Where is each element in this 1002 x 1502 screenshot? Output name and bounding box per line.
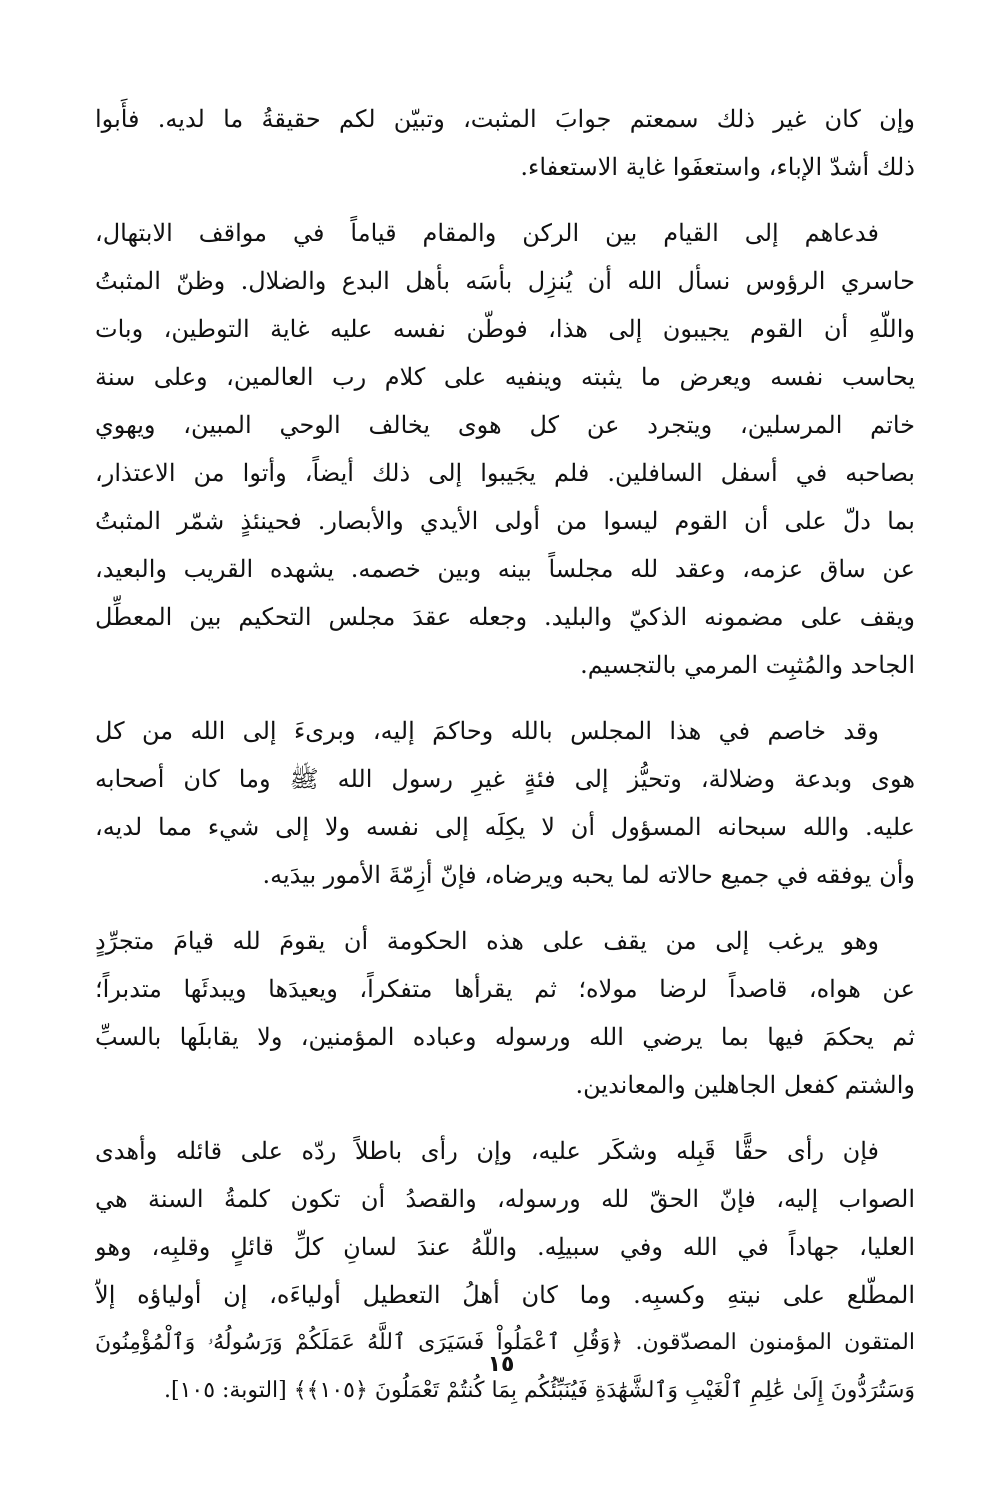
text-line: فدعاهم إلى القيام بين الركن والمقام قياماً في مواقف الابتهال،	[95, 219, 880, 247]
text-line: ويقف على مضمونه الذكيّ والبليد. وجعله عقدَ مجلس التحكيم بين المعطِّل	[95, 603, 915, 631]
text-line: وأن يوفقه في جميع حالاته لما يحبه ويرضاه، فإنّ أزِمّةَ الأمور بيدَيه.	[262, 861, 915, 889]
text-line: فإن رأى حقًّا قَبِله وشكَر عليه، وإن رأى باطلاً ردّه على قائله وأهدى	[95, 1137, 879, 1165]
text-line: عن هواه، قاصداً لرضا مولاه؛ ثم يقرأها متفكراً، ويعيدَها ويبدئَها متدبراً؛	[95, 975, 915, 1003]
text-line: وإن كان غير ذلك سمعتم جوابَ المثبت، وتبيّن لكم حقيقةُ ما لديه. فأَبوا	[95, 105, 915, 133]
text-line: هوى وبدعة وضلالة، وتحيُّز إلى فئةٍ غيرِ رسول الله ﷺ وما كان أصحابه	[95, 765, 915, 793]
quran-verse-line: المتقون المؤمنون المصدّقون. ﴿وَقُلِ ٱعْمَلُواْ فَسَيَرَى ٱللَّهُ عَمَلَكُمْ وَرَسُولُهُۥ وَٱلْمُؤْمِنُونَ	[95, 1330, 915, 1355]
page-number: ١٥	[487, 1352, 515, 1377]
paragraph-1	[95, 95, 915, 191]
text-line: وقد خاصم في هذا المجلس بالله وحاكمَ إليه، وبرىءَ إلى الله من كل	[95, 717, 879, 745]
text-line: الجاحد والمُثبِت المرمي بالتجسيم.	[580, 651, 915, 679]
text-line: خاتم المرسلين، ويتجرد عن كل هوى يخالف الوحي المبين، ويهوي	[95, 411, 915, 439]
paragraph-4	[95, 917, 915, 1109]
text-line: الصواب إليه، فإنّ الحقّ لله ورسوله، والقصدُ أن تكون كلمةُ السنة هي	[95, 1185, 915, 1213]
paragraph-3	[95, 707, 915, 899]
page-body	[95, 95, 915, 1433]
text-line: ذلك أشدّ الإباء، واستعفَوا غاية الاستعفاء.	[520, 153, 915, 181]
text-line: عن ساق عزمه، وعقد لله مجلساً بينه وبين خصمه. يشهده القريب والبعيد،	[95, 555, 915, 583]
text-line: والشتم كفعل الجاهلين والمعاندين.	[575, 1071, 915, 1099]
text-line: العليا، جهاداً في الله وفي سبيلِه. واللّهُ عندَ لسانِ كلِّ قائلٍ وقلبِه، وهو	[95, 1233, 915, 1261]
text-line: عليه. والله سبحانه المسؤول أن لا يكِلَه إلى نفسه ولا إلى شيء مما لديه،	[95, 813, 915, 841]
text-line: بما دلّ على أن القوم ليسوا من أولى الأيدي والأبصار. فحينئذٍ شمّر المثبتُ	[95, 507, 915, 535]
text-line: يحاسب نفسه ويعرض ما يثبته وينفيه على كلام رب العالمين، وعلى سنة	[95, 363, 915, 391]
paragraph-2	[95, 209, 915, 689]
text-line: وهو يرغب إلى من يقف على هذه الحكومة أن يقومَ لله قيامَ متجرِّدٍ	[95, 927, 879, 955]
text-line: ثم يحكمَ فيها بما يرضي الله ورسوله وعباده المؤمنين، ولا يقابلَها بالسبِّ	[95, 1023, 915, 1051]
text-line: المطّلع على نيتهِ وكسبِه. وما كان أهلُ التعطيل أولياءَه، إن أولياؤه إلاّ	[95, 1281, 915, 1309]
text-line: بصاحبه في أسفل السافلين. فلم يجَيبوا إلى ذلك أيضاً، وأتوا من الاعتذار،	[95, 459, 915, 487]
quran-verse-line: وَسَتُرَدُّونَ إِلَىٰ عَٰلِمِ ٱلْغَيْبِ وَٱلشَّهَٰدَةِ فَيُنَبِّئُكُم بِمَا كُنتُمْ تَعْمَلُونَ ﴿١٠٥﴾﴾ [التوبة: ١٠٥].	[164, 1378, 915, 1403]
text-line: واللّهِ أن القوم يجيبون إلى هذا، فوطّن نفسه عليه غاية التوطين، وبات	[95, 315, 915, 343]
text-line: حاسري الرؤوس نسأل الله أن يُنزِل بأسَه بأهل البدع والضلال. وظنّ المثبتُ	[95, 267, 915, 295]
